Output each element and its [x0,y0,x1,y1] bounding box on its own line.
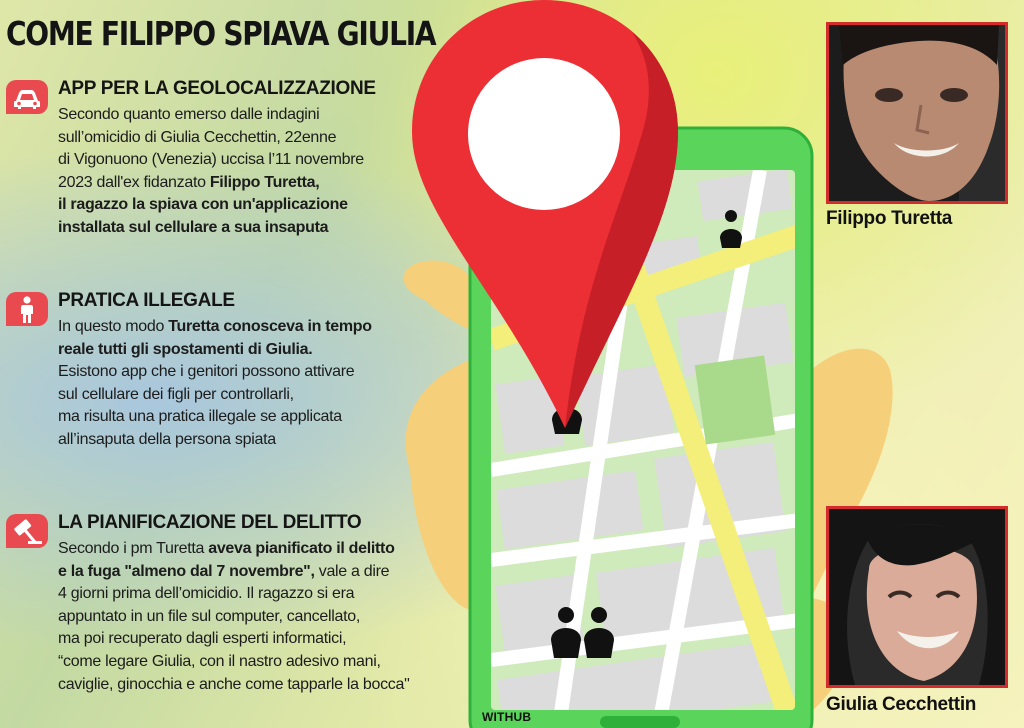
section-heading: LA PIANIFICAZIONE DEL DELITTO [58,512,362,533]
bold-text: e la fuga "almeno dal 7 novembre", [58,562,315,580]
body-line [58,104,364,127]
body-text: caviglie, ginocchia e anche come tapparle la bocca" [58,675,410,693]
body-text: 2023 dall'ex fidanzato [58,173,210,191]
body-line [58,384,372,407]
body-text: “come legare Giulia, con il nastro adesivo mani, [58,652,381,670]
body-line [58,429,372,452]
body-text: appuntato in un file sul computer, cancellato, [58,607,360,625]
section-planning [6,514,436,704]
section-body [58,316,372,452]
body-text: Esistono app che i genitori possono attivare [58,363,355,381]
body-line [58,217,364,240]
body-line [58,361,372,384]
body-line [58,172,364,195]
body-text: ma poi recuperato dagli esperti informatici, [58,630,347,648]
body-line [58,538,410,561]
body-line [58,561,410,584]
body-text: di Vigonuono (Venezia) uccisa l’11 novembre [58,151,364,169]
body-line [58,674,410,697]
section-heading: PRATICA ILLEGALE [58,290,235,311]
body-text: sull’omicidio di Giulia Cecchettin, 22enne [58,128,337,146]
body-text: sul cellulare dei figli per controllarli, [58,385,294,403]
person-icon [6,292,48,326]
body-text: vale a dire [314,562,390,580]
bold-text: aveva pianificato il delitto [208,540,395,557]
body-text: Secondo quanto emerso dalle indagini [58,106,320,123]
body-line [58,606,410,629]
body-text: In questo modo [58,318,169,335]
section-geolocation [6,80,436,240]
car-icon [6,80,48,114]
bold-text: Filippo Turetta, [209,173,320,191]
phone-map-illustration [380,0,900,728]
page-title: COME FILIPPO SPIAVA GIULIA [6,14,436,53]
section-body [58,104,364,240]
body-text: 4 giorni prima dell’omicidio. Il ragazzo si era [58,585,355,603]
section-heading: APP PER LA GEOLOCALIZZAZIONE [58,78,376,99]
body-text: ma risulta una pratica illegale se applicata [58,408,342,426]
body-text: all’insaputa della persona spiata [58,430,276,448]
body-line [58,316,372,339]
body-line [58,339,372,362]
body-line [58,651,410,674]
photo-caption: Giulia Cecchettin [826,694,977,715]
section-body [58,538,410,696]
body-text: Secondo i pm Turetta [58,540,209,557]
credit-label: WITHUB [482,710,532,724]
bold-text: reale tutti gli spostamenti di Giulia. [58,340,313,358]
photo-filippo-turetta [826,22,1008,204]
photo-caption: Filippo Turetta [826,208,953,229]
body-line [58,149,364,172]
section-illegal-practice [6,292,436,462]
bold-text: il ragazzo la spiava con un'applicazione [58,196,348,214]
body-line [58,406,372,429]
gavel-icon [6,514,48,548]
body-line [58,127,364,150]
photo-giulia-cecchettin [826,506,1008,688]
body-line [58,628,410,651]
bold-text: Turetta conosceva in tempo [168,318,372,335]
bold-text: installata sul cellulare a sua insaputa [58,218,329,236]
body-line [58,194,364,217]
body-line [58,583,410,606]
